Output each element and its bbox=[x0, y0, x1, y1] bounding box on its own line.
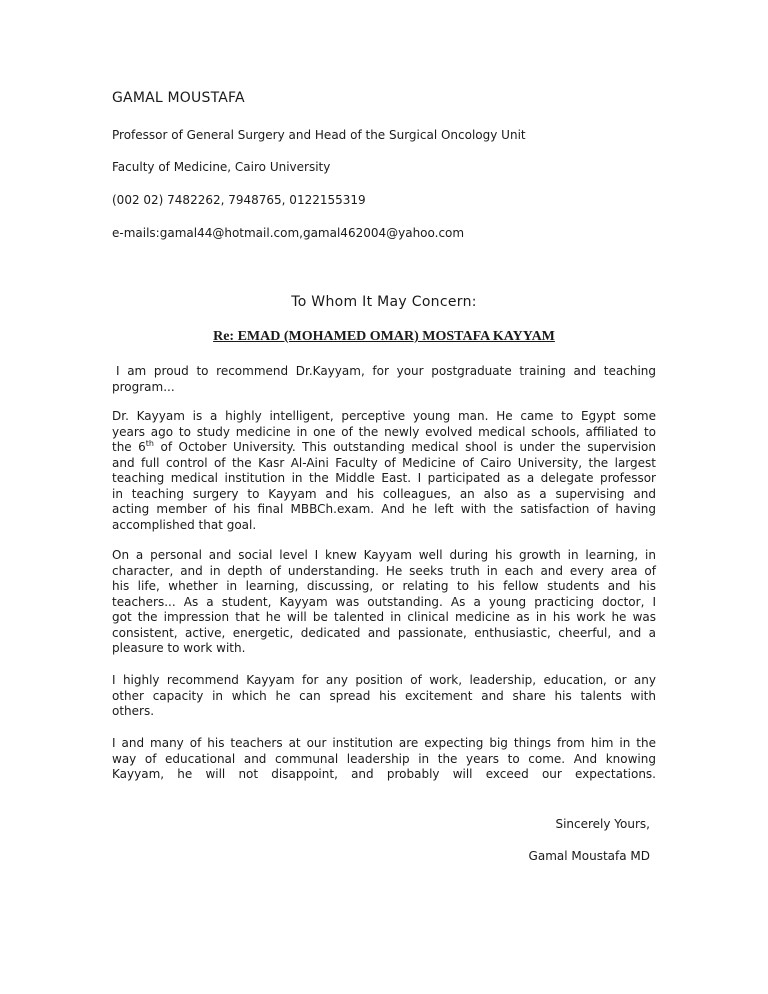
text-line: in teaching surgery to Kayyam and his colleagues, an also as a supervising and bbox=[112, 486, 656, 501]
text-line: got the impression that he will be talented in clinical medicine as in his work he was bbox=[112, 610, 656, 624]
text-line: and full control of the Kasr Al-Aini Faculty of Medicine of Cairo University, the largest bbox=[112, 455, 656, 470]
text-line: On a personal and social level I knew Kayyam well during his growth in learning, in bbox=[112, 548, 656, 562]
salutation: To Whom It May Concern: bbox=[291, 294, 477, 310]
signature: Gamal Moustafa MD bbox=[528, 849, 650, 863]
paragraph-background bbox=[112, 409, 656, 533]
text-fragment: the 6 bbox=[112, 440, 146, 454]
text-line: teaching medical institution in the Middle East. I participated as a delegate professor bbox=[112, 471, 656, 485]
sender-phones: (002 02) 7482262, 7948765, 0122155319 bbox=[112, 193, 366, 207]
paragraph-expectations bbox=[112, 736, 656, 783]
text-line: program... bbox=[112, 379, 175, 394]
text-line: Dr. Kayyam is a highly intelligent, perceptive young man. He came to Egypt some bbox=[112, 409, 656, 423]
text-line: Kayyam, he will not disappoint, and probably will exceed our expectations. bbox=[112, 767, 656, 781]
sender-emails: e-mails:gamal44@hotmail.com,gamal462004@yahoo.com bbox=[112, 226, 465, 240]
closing: Sincerely Yours, bbox=[555, 817, 650, 831]
sender-name: GAMAL MOUSTAFA bbox=[112, 90, 245, 106]
sender-title: Professor of General Surgery and Head of the Surgical Oncology Unit bbox=[112, 128, 526, 142]
text-line: other capacity in which he can spread his excitement and share his talents with bbox=[112, 688, 656, 703]
sender-faculty: Faculty of Medicine, Cairo University bbox=[112, 160, 331, 174]
text-line: character, and in depth of understanding. He seeks truth in each and every area of bbox=[112, 563, 656, 578]
text-fragment: of October University. This outstanding medical shool is under the supervision bbox=[154, 440, 656, 454]
ordinal-superscript: th bbox=[145, 439, 155, 448]
text-line bbox=[112, 440, 656, 456]
text-line: consistent, active, energetic, dedicated and passionate, enthusiastic, cheerful, and a bbox=[112, 625, 656, 640]
text-line: his life, whether in learning, discussing, or relating to his fellow students and his bbox=[112, 579, 656, 593]
text-line: I highly recommend Kayyam for any position of work, leadership, education, or any bbox=[112, 673, 656, 687]
text-line: I and many of his teachers at our institution are expecting big things from him in the bbox=[112, 736, 656, 750]
paragraph-intro bbox=[112, 364, 656, 395]
paragraph-personal bbox=[112, 548, 656, 657]
text-line: I am proud to recommend Dr.Kayyam, for your postgraduate training and teaching bbox=[116, 364, 656, 378]
text-line: way of educational and communal leadership in the years to come. And knowing bbox=[112, 751, 656, 766]
text-line: acting member of his final MBBCh.exam. And he left with the satisfaction of having bbox=[112, 502, 656, 516]
text-line: teachers... As a student, Kayyam was outstanding. As a young practicing doctor, I bbox=[112, 594, 656, 609]
text-line: years ago to study medicine in one of the newly evolved medical schools, affiliated to bbox=[112, 424, 656, 439]
text-line: pleasure to work with. bbox=[112, 641, 246, 655]
text-line: others. bbox=[112, 704, 155, 718]
text-line: accomplished that goal. bbox=[112, 517, 257, 532]
paragraph-recommendation bbox=[112, 673, 656, 720]
subject-line: Re: EMAD (MOHAMED OMAR) MOSTAFA KAYYAM bbox=[213, 329, 555, 344]
